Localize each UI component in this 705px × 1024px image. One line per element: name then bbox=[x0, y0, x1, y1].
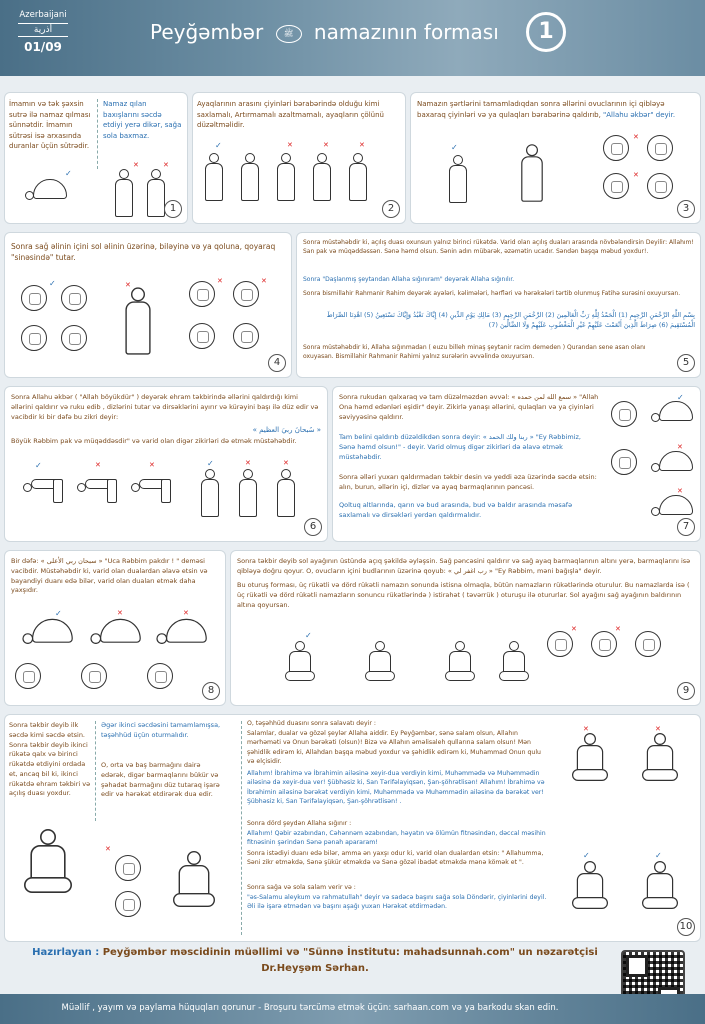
author-name: Dr.Heyşəm Sərhan. bbox=[261, 963, 369, 974]
cross-icon: ✕ bbox=[183, 609, 189, 617]
sitting-figure-icon bbox=[365, 641, 395, 681]
panel-1-text-right: Namaz qılan baxışlarını səcdə etdiyi yerə dikər, sağa sola baxmaz. bbox=[103, 100, 182, 140]
page-footer bbox=[0, 994, 705, 1024]
check-icon: ✓ bbox=[583, 851, 590, 860]
raising-hands-figure-icon bbox=[447, 155, 469, 203]
foot-detail-icon bbox=[591, 631, 617, 657]
panel-7-sujud-spacing: Qoltuq altlarında, qarın və bud arasında, bud və baldır arasında məsafə saxlamalı və dirsəkləri yerdən qaldırmalıdır. bbox=[339, 501, 573, 519]
panel-5-seeking-refuge: Sonra "Daşlanmış şeytandan Allaha sığınıram" deyərək Allaha sığınılır. bbox=[303, 276, 515, 283]
sheet-number-badge: 1 bbox=[526, 12, 566, 52]
sujud-back-view-icon bbox=[90, 619, 145, 645]
check-icon: ✓ bbox=[65, 169, 72, 178]
check-icon: ✓ bbox=[305, 631, 312, 640]
salam-figure-icon bbox=[572, 733, 608, 781]
hand-placement-icon bbox=[189, 281, 215, 307]
panel-8-text: Bir dəfə: « سبحان ربي الأعلى » "Uca Rəbbim pakdır ! " deməsi vacibdir. Müstəhəbdir ki, varid olan dualardan əlavə etsin və bayandiyi duanı edə bilər, varid olan duaları etmək daha yaxşıdır. bbox=[11, 557, 208, 595]
sujud-back-view-icon bbox=[22, 619, 77, 645]
panel-6 bbox=[4, 386, 328, 542]
standing-feet-icon bbox=[203, 153, 225, 201]
panel-8-number: 8 bbox=[202, 682, 220, 700]
hand-placement-icon bbox=[233, 323, 259, 349]
sujud-back-view-icon bbox=[156, 619, 211, 645]
cross-icon: ✕ bbox=[633, 133, 639, 141]
check-icon: ✓ bbox=[207, 459, 214, 468]
sujud-detail-icon bbox=[611, 401, 637, 427]
panel-9-sitting-text: Sonra təkbir deyib sol ayağının üstündə açıq şəkildə əyləşsin. Sağ pəncəsini qaldırır və sağ ayaq barmaqlarının altını yerə, barmaqlarını isə qibləyə doğru qoyur. O, ovucların içini budlarının üzərinə qoyub: « رب اغفر لي » "Ey Rəbbim, məni bağışla" deyir. bbox=[237, 557, 691, 575]
hand-placement-icon bbox=[61, 285, 87, 311]
cross-icon: ✕ bbox=[163, 161, 169, 169]
cross-icon: ✕ bbox=[615, 625, 621, 633]
panel-7-rising-text: Sonra rukudan qalxaraq və tam düzəlməzdən əvvəl: « سمع الله لمن حمده » "Allah Ona həmd edənləri eşidir" deyir. Zikirlə yanaşı əllərini, qulaqları və ya çiyinləri səviyyəsinə qaldırır. bbox=[339, 393, 599, 421]
language-badge bbox=[18, 6, 68, 66]
salam-figure-icon bbox=[642, 861, 678, 909]
sitting-figure-icon bbox=[24, 829, 72, 893]
language-label: Azerbaijani bbox=[19, 10, 67, 20]
panel-7 bbox=[332, 386, 701, 542]
panel-1-number: 1 bbox=[164, 200, 182, 218]
panel-10-four-refuges-intro: Sonra dörd şeydən Allaha sığınır : bbox=[247, 820, 352, 827]
bowing-figure-icon bbox=[77, 473, 121, 503]
hand-detail-icon bbox=[603, 135, 629, 161]
language-label-arabic: أذرية bbox=[18, 23, 68, 37]
check-icon: ✓ bbox=[451, 143, 458, 152]
cross-icon: ✕ bbox=[283, 459, 289, 467]
finger-pointing-icon bbox=[115, 855, 141, 881]
title-suffix: namazının forması bbox=[313, 20, 499, 44]
cross-icon: ✕ bbox=[583, 725, 589, 733]
panel-10-salawat-text: Allahım! İbrahimə və İbrahimin ailəsinə xeyir-dua verdiyin kimi, Muhəmmədə və Muhəmmədin ailəsinə də xeyir-dua ver! Şübhəsiz ki, San Tərifəlayiqsən, Şan-şöhrətlisən! Allahım! İbrahimə və İbrahimin ailəsinə bərəkət verdiyin kimi, Muhəmmədə və Muhəmmədin ailəsinə də bərəkət ver! Şübhəsiz ki, San Tərifəlayiqsən, Şan-şöhrətlisən! . bbox=[247, 770, 545, 805]
panel-10-tashahhud-intro: O, təşəhhüd duasını sonra salavatı deyir : bbox=[247, 720, 376, 727]
tashahhud-figure-icon bbox=[173, 851, 215, 907]
panel-1 bbox=[4, 92, 188, 224]
panel-10-tashahhud-text: Salamlar, dualar və gözəl şeylər Allaha aiddir. Ey Peyğəmbər, sənə salam olsun, Allahın mərhəməti və Onun bərəkəti (olsun)! Bizə və Allahın əməlisaleh qullarına salam olsun! Mən şəhidlik edirəm ki, Allahdan başqa məbud yoxdur və şəhidlik edirəm ki, Muhammad Onun qulu və elçisidir. bbox=[247, 730, 541, 765]
panel-9 bbox=[230, 550, 701, 706]
foot-detail-icon bbox=[147, 663, 173, 689]
cross-icon: ✕ bbox=[217, 277, 223, 285]
prostrating-figure-icon bbox=[651, 401, 697, 423]
check-icon: ✓ bbox=[655, 851, 662, 860]
panel-10-salam-intro: Sonra sağa və sola salam verir və : bbox=[247, 884, 356, 891]
panel-6-ruku-text: Sonra Allahu əkbər ( "Allah böyükdür" ) deyərək ehram təkbirində əllərini qaldırdığı kimi əllərini qaldırır və ruku edib , dizlərini tutar və dirsəklərini ayırır və kürəyini başı ilə düz edir və vacibdir ki bir dəfə bu zikri deyir: bbox=[11, 393, 319, 421]
panel-9-number: 9 bbox=[677, 682, 695, 700]
standing-figure-icon bbox=[123, 287, 154, 354]
finger-pointing-icon bbox=[115, 891, 141, 917]
cross-icon: ✕ bbox=[677, 487, 683, 495]
panel-9-tawarruk-text: Bu oturuş forması, üç rükətli və dörd rükətli namazın sonunda istisna olmaqla, bütün namazların rükətlərində oturulur. Bu namazlarda isə ( üç rükətli və dörd rükətli namazların sonuncu rükətlərində ) istirahət ( təvərrük ) oturuşu ilə otururlar. Sol ayağını sağ ayağının baldırının altına qoyursan. bbox=[237, 581, 690, 609]
foot-detail-icon bbox=[81, 663, 107, 689]
sitting-figure-icon bbox=[285, 641, 315, 681]
panel-3-text-main: Namazın şərtlərini tamamladıqdan sonra əllərini ovuclarının içi qibləyə baxaraq çiyinləri və ya qulaqları bərabərinə qaldırıb, bbox=[417, 100, 665, 119]
cross-icon: ✕ bbox=[117, 609, 123, 617]
hand-placement-icon bbox=[21, 285, 47, 311]
panel-4-text: Sonra sağ əlinin içini sol əlinin üzərinə, biləyinə və ya qoluna, qoyaraq "sinəsində" tutar. bbox=[11, 242, 276, 263]
cross-icon: ✕ bbox=[133, 161, 139, 169]
salam-figure-icon bbox=[572, 861, 608, 909]
copyright-notice: Müəllif , yayım və paylama hüquqları qorunur - Broşuru tərcümə etmək üçün: sarhaan.com və ya barkodu skan edin. bbox=[61, 1003, 559, 1013]
panel-3-number: 3 bbox=[677, 200, 695, 218]
page-title bbox=[150, 20, 499, 44]
panel-5-opening-dua: Sonra müstəhəbdir ki, açılış duası oxunsun yalnız birinci rükətdə. Varid olan açılış duaları arasında növbələndirsin Deyilir: Allahım! San pak və müqəddəssən. Sənə həmd olsun. Sənin adın mübarək, əzəmətin ucadır. Səndən başqa məbud yoxdur!. bbox=[303, 239, 694, 255]
panel-10 bbox=[4, 714, 701, 942]
panel-1-text-left: İmamın və tək şəxsin sutrə ilə namaz qılması sünnətdir. İmamın sütrəsi isə arxasında duranlar üçün sütrədir. bbox=[9, 100, 91, 150]
sitting-figure-icon bbox=[445, 641, 475, 681]
seal-icon: ﷺ bbox=[276, 25, 302, 43]
hand-detail-icon bbox=[647, 173, 673, 199]
foot-detail-icon bbox=[547, 631, 573, 657]
hand-placement-icon bbox=[233, 281, 259, 307]
panel-3-text bbox=[417, 99, 692, 120]
check-icon: ✓ bbox=[677, 393, 684, 402]
standing-feet-icon bbox=[311, 153, 333, 201]
standing-feet-icon bbox=[347, 153, 369, 201]
foot-detail-icon bbox=[15, 663, 41, 689]
hand-placement-icon bbox=[21, 325, 47, 351]
hand-detail-icon bbox=[603, 173, 629, 199]
prepared-by bbox=[20, 945, 610, 977]
cross-icon: ✕ bbox=[633, 171, 639, 179]
check-icon: ✓ bbox=[49, 279, 56, 288]
standing-figure-icon bbox=[113, 169, 135, 217]
bowing-front-figure-icon bbox=[275, 469, 297, 517]
standing-feet-icon bbox=[275, 153, 297, 201]
cross-icon: ✕ bbox=[261, 277, 267, 285]
prepared-by-label: Hazırlayan : bbox=[32, 947, 100, 958]
panel-6-ruku-meaning: Böyük Rəbbim pak və müqəddəsdir" və varid olan digər zikirləri də etmək müstəhəbdir. bbox=[11, 437, 297, 445]
panel-4 bbox=[4, 232, 292, 378]
cross-icon: ✕ bbox=[359, 141, 365, 149]
panel-4-number: 4 bbox=[268, 354, 286, 372]
standing-feet-icon bbox=[239, 153, 261, 201]
bowing-figure-icon bbox=[23, 473, 67, 503]
panel-10-salam-text: "əs-Salamu aleykum və rahmatullah" deyir və sadəcə başını sağa sola Döndərir, çiyinlərini deyil. Əli ilə işarə etmədən və başını aşağı yuxarı Hərəkət etdirmədən. bbox=[247, 894, 547, 911]
panel-10-tashahhud-sit: Əgər ikinci səcdəsini tamamlamışsa, təşəhhüd üçün oturmalıdır. bbox=[101, 721, 221, 739]
panel-2 bbox=[192, 92, 406, 224]
title-prefix: Peyğəmbər bbox=[150, 20, 264, 44]
cross-icon: ✕ bbox=[125, 281, 131, 289]
prepared-by-text: Peyğəmbər məscidinin müəllimi və "Sünnə İnstitutu: mahadsunnah.com" un nəzarətçisi bbox=[102, 947, 598, 958]
panel-5-quran-reading: Sonra müstəhəbdir ki, Allaha sığınmadan ( euzu billeh minaş şeytanir racim demeden ) Qurandan sene asan olanı oxuyasan. Bismillahir Rahmanir Rahimi yalnız surələrin əvvəlində oxuyursan. bbox=[303, 344, 646, 360]
panel-6-number: 6 bbox=[304, 518, 322, 536]
hand-detail-icon bbox=[647, 135, 673, 161]
cross-icon: ✕ bbox=[287, 141, 293, 149]
panel-2-number: 2 bbox=[382, 200, 400, 218]
panel-5-number: 5 bbox=[677, 354, 695, 372]
raising-hands-figure-icon bbox=[519, 144, 545, 202]
panel-7-standing-dua: Tam belini qaldırıb düzəldikdən sonra deyir: « ربنا ولك الحمد » "Ey Rəbbimiz, Sənə həmd olsun!" - deyir. Varid olmuş digər zikirləri də əlavə etmək müstəhəbdir. bbox=[339, 433, 581, 461]
prostrating-figure-icon bbox=[651, 451, 697, 473]
panel-3 bbox=[410, 92, 701, 224]
panel-10-four-refuges-text: Allahım! Qəbir əzabından, Cəhənnəm əzabından, həyatın və ölümün fitnəsindən, dəccal məsihin fitnəsinin şərindən Sənə pənah apararam! bbox=[247, 830, 546, 847]
cross-icon: ✕ bbox=[655, 725, 661, 733]
page-header bbox=[0, 0, 705, 76]
bowing-front-figure-icon bbox=[199, 469, 221, 517]
prostrating-figure-icon bbox=[651, 495, 697, 517]
panel-7-number: 7 bbox=[677, 518, 695, 536]
panel-5-fatiha-instruction: Sonra bismillahir Rahmanir Rahim deyərək ayələri, kəlimələri, hərfləri və hərəkələri tərtib olunmuş Fatihə surəsini oxuyursan. bbox=[303, 290, 681, 297]
panel-8 bbox=[4, 550, 226, 706]
panel-10-number: 10 bbox=[677, 918, 695, 936]
prostrating-figure-icon bbox=[25, 179, 71, 201]
cross-icon: ✕ bbox=[95, 461, 101, 469]
panel-5 bbox=[296, 232, 701, 378]
cross-icon: ✕ bbox=[149, 461, 155, 469]
panel-2-text: Ayaqlarının arasını çiyinləri bərabərində olduğu kimi saxlamalı, Artırmamalı azaltmamalı, ayaqların çölünü düzəltməlidir. bbox=[197, 100, 384, 129]
check-icon: ✓ bbox=[35, 461, 42, 470]
page-number: 01/09 bbox=[24, 40, 62, 54]
sujud-detail-icon bbox=[611, 449, 637, 475]
panel-3-text-highlight: "Allahu əkbər" deyir. bbox=[603, 110, 676, 119]
check-icon: ✓ bbox=[55, 609, 62, 618]
hand-placement-icon bbox=[61, 325, 87, 351]
bowing-front-figure-icon bbox=[237, 469, 259, 517]
foot-detail-icon bbox=[635, 631, 661, 657]
salam-figure-icon bbox=[642, 733, 678, 781]
panel-5-fatiha-arabic: بِسْمِ اللَّهِ الرَّحْمَنِ الرَّحِيمِ (1) الْحَمْدُ لِلَّهِ رَبِّ الْعَالَمِينَ (2) الرَّحْمَنِ الرَّحِيمِ (3) مَالِكِ يَوْمِ الدِّينِ (4) إِيَّاكَ نَعْبُدُ وَإِيَّاكَ نَسْتَعِينُ (5) اهْدِنَا الصِّرَاطَ الْمُسْتَقِيمَ (6) صِرَاطَ الَّذِينَ أَنْعَمْتَ عَلَيْهِمْ غَيْرِ الْمَغْضُوبِ عَلَيْهِمْ وَلَا الضَّالِّينَ (7) bbox=[326, 311, 695, 329]
panel-10-finger-pointing: O, orta və baş barmağını dairə edərək, digər barmaqlarını bükür və şəhadət barmağını düz tutaraq işarə edir və hərəkət etdirərək dua edir. bbox=[101, 761, 220, 799]
cross-icon: ✕ bbox=[245, 459, 251, 467]
bowing-figure-icon bbox=[131, 473, 175, 503]
panel-7-sujud-text: Sonra əlləri yuxarı qaldırmadan təkbir desin və yeddi əza üzərində səcdə etsin: alın, burun, əllərin içi, dizlər və ayaq barmaqlarının pəncəsi. bbox=[339, 473, 597, 491]
cross-icon: ✕ bbox=[105, 845, 111, 853]
cross-icon: ✕ bbox=[323, 141, 329, 149]
panel-6-ruku-arabic: « سُبحانَ ربيَ العظيم » bbox=[252, 426, 321, 434]
panel-10-final-dua: Sonra istədiyi duanı edə bilər, amma ən yaxşı odur ki, varid olan dualardan etsin: " Allahumma, Səni zikr etməkdə, Sənə şükür etməkdə və Sənə gözəl ibadət etməkdə mənə kömək et ". bbox=[247, 850, 544, 867]
cross-icon: ✕ bbox=[677, 443, 683, 451]
panel-10-second-rakah: Sonra təkbir deyib ilk səcdə kimi səcdə etsin. Sonra təkbir deyib ikinci rükətə qalx və birinci rükətdə etdiyini ordada et, ancaq bil ki, ikinci rükətdə ehram təkbiri və açılış duası yoxdur. bbox=[9, 721, 91, 798]
sitting-figure-icon bbox=[499, 641, 529, 681]
check-icon: ✓ bbox=[215, 141, 222, 150]
hand-placement-icon bbox=[189, 323, 215, 349]
cross-icon: ✕ bbox=[571, 625, 577, 633]
